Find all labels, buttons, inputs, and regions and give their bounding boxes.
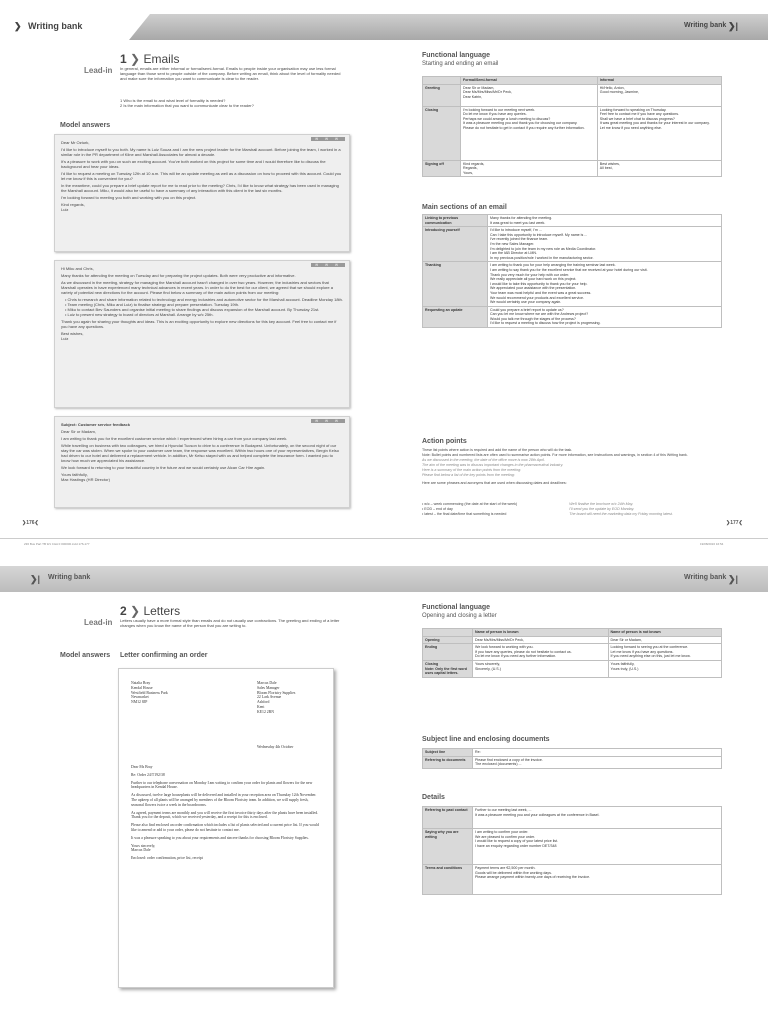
letter-confirming-order bbox=[118, 668, 334, 988]
email-2: ✉ ✉ ✉ Hi Miku and Chris, Many thanks for attending the meeting on Tuesday and for preparing the project updates. Both were very productive and informative. As we discussed in the meeting, strategy for managing the Marshall account hasn't changed in over two years. However, the industries and sectors that Marshall operates in have experienced many technical advances in recent years. In order to do the best for our client, we agreed that we should explore a variety of potential new directions for the account. Please find below a summary of the main action points from our meeting: • Chris to research and share information related to technology and energy industries and automotive sector for the Marshall account. Deadline Monday 18th. • Team meeting (Chris, Miku and Luiz) to finalise strategy and prepare presentation. Tuesday 19th. • Miku to contact Bev Saunders and organise initial meeting to share findings and discuss expansion of the Marshall account. By Thursday 21st. • Luiz to present new strategy to board of directors at Marshall. Arrange by w/c 25th. Thank you again for sharing your thoughts and ideas. This is an exciting opportunity to explore new directions for this key account. Feel free to contact me if you have any questions. Best wishes, Luiz bbox=[54, 260, 350, 408]
action-bullet: • Chris to research and share information related to technology and energy industries and automotive sector for the Marshall account. Deadline Monday 18th. bbox=[65, 297, 344, 302]
email-icon: ✉ ✉ ✉ bbox=[311, 419, 345, 423]
opening-closing-title: Opening and closing a letter bbox=[422, 613, 497, 619]
top-header-bar bbox=[0, 14, 768, 40]
table-row: Referring to documents Please find enclosed a copy of the invoice. The enclosed (documents) ... bbox=[423, 756, 722, 768]
table-row: Closing I'm looking forward to our meeting next week. Do let me know if you have any queries. Perhaps we could arrange a lunch meeting to discuss? It was a pleasure meeting you and thank you for choosing our company. Please do not hesitate to get in contact if you require any further information. Looking forward to speaking on Thursday. Feel free to contact me if you have any questions. Shall we have a brief chat to discuss progress? It was great meeting you and thanks for your interest in our company. Let me know if you need anything else. bbox=[423, 106, 722, 160]
table-details bbox=[422, 806, 722, 895]
starting-ending-title: Starting and ending an email bbox=[422, 61, 499, 67]
lead-in-text: In general, emails are either informal or formal/semi-formal. Emails to people inside your organisation may use less formal language than those sent to people outside of the company. Before writing an email, think about the level of formality needed and make sure the information you want to communicate is clear to the reader. bbox=[120, 66, 341, 82]
header-right-icon: ❯| bbox=[728, 574, 739, 584]
action-bullet: • Luiz to present new strategy to board of directors at Marshall. Arrange by w/c 25th. bbox=[65, 312, 214, 317]
section-heading: 2 ❯ Letters bbox=[120, 604, 181, 618]
header-marker-icon: ❯ bbox=[14, 21, 22, 31]
table-row: Saying why you are writing I am writing to confirm your order. We are pleased to confirm your order. I would like to request a copy of your latest price list. I have an enquiry regarding order number DET/348 bbox=[423, 829, 722, 865]
model-answers-label: Model answers bbox=[60, 122, 111, 129]
list-item: • w/c – week commencing (the date at the start of the week) We'll finalise the brochure w/c 24th May. bbox=[422, 502, 634, 506]
email-3: ✉ ✉ ✉ Subject: Customer service feedback Dear Sir or Madam, I am writing to thank you for the excellent customer service which I experienced when hiring a car from your company last week. While travelling on business with two colleagues, we hired a Hyundai Tucson to drive to a conference in Budapest. Unfortunately, on the second night of our stay the car was stolen. When we spoke to your customer care team, the response was excellent. Within two hours one of your representatives, Bergin Kelso had driven to our hotel and delivered a replacement vehicle. In addition, Mr Kelso stayed with us and helped complete the insurance form. I wanted you to know how much we appreciated his assistance. We look forward to returning to your beautiful country in the future and we would certainly use Alcan Car Hire again. Yours faithfully, Max Hastings (HR Director) bbox=[54, 416, 350, 508]
action-bullet: • Miku to contact Bev Saunders and organise initial meeting to share findings and discuss expansion of the Marshall account. By Thursday 21st. bbox=[65, 307, 320, 312]
table-row: Terms and conditions Payment terms are €2,500 per month. Goods will be delivered within five working days. Please arrange payment within twenty-one days of receiving the invoice. bbox=[423, 865, 722, 895]
section-heading: 1 ❯ Emails bbox=[120, 52, 180, 66]
header-left-icon: ❯| bbox=[30, 574, 41, 584]
table-row: Opening Dear Ms/Mrs/Miss/Mr/Dr Peck, Dear Sir or Madam, bbox=[423, 636, 722, 644]
action-points-title: Action points bbox=[422, 438, 467, 445]
divider bbox=[0, 538, 768, 539]
email-1: ✉ ✉ ✉ Dear Mr Ozturk, I'd like to introduce myself to you both. My name is Luiz Souza and I am the new project leader for the Marshall account. Before joining the team, I worked in a similar role in the PR department of Kline and Marshall Associates for almost a decade. It's a pleasure to work with you on such an exciting account. You've both worked on this project for some time and I would therefore like to discuss the background and hear your ideas. I'd like to request a meeting on Tuesday 12th at 10 a.m. This will be an update meeting as well as a discussion on how to proceed with this account. Could you let me know if this is convenient for you? In the meantime, could you prepare a brief update report for me to read prior to the meeting? Chris, I'd like to know what strategy has been used in managing the Marshall account. Miku, it would also be useful to have a summary of any interaction with this client in the last six months. I'm looking forward to meeting you both and working with you on this project. Kind regards, Luiz bbox=[54, 134, 350, 252]
table-header-row: Formal/Semi-formal Informal bbox=[423, 77, 722, 85]
functional-language-label: Functional language bbox=[422, 52, 491, 59]
list-item: • latest – the final date/time that something is needed The board will need the marketing data my Friday morning latest. bbox=[422, 512, 673, 516]
header-right-title: Writing bank bbox=[684, 22, 727, 29]
functional-language-label: Functional language bbox=[422, 604, 491, 611]
table-row: Referring to past contact Further to our meeting last week, ... It was a pleasure meeting you and your colleagues at the conference in Basel. bbox=[423, 807, 722, 829]
table-row: Closing Note: Only the first word uses capital letters. Yours sincerely, Sincerely, (U.S.) Yours faithfully, Yours truly, (U.S.) bbox=[423, 660, 722, 677]
header-right-title: Writing bank bbox=[684, 574, 727, 581]
page-number-left: ❯176❮ bbox=[22, 520, 39, 526]
subject-line-title: Subject line and enclosing documents bbox=[422, 736, 550, 743]
lead-in-label: Lead-in bbox=[84, 66, 113, 75]
lead-in-questions: 1 Who is the email to and what level of formality is needed? 2 Is the main information that you want to communicate clear to the reader? bbox=[120, 98, 254, 109]
table-row: Signing off Kind regards, Regards, Yours, Best wishes, All best, bbox=[423, 160, 722, 177]
table-row: Greeting Dear Sir or Madam, Dear Ms/Mrs/Miss/Mr/Dr Peck, Dear Katrin, Hi/Hello, Anton, Good morning, Jasmine, bbox=[423, 84, 722, 106]
details-title: Details bbox=[422, 794, 445, 801]
main-sections-title: Main sections of an email bbox=[422, 204, 507, 211]
letter-date: Wednesday 4th October bbox=[257, 745, 294, 749]
print-line: 236 Bus Part TB 9/1 C&A 0 000000.indd 176-177 bbox=[24, 542, 90, 546]
email-icon: ✉ ✉ ✉ bbox=[311, 263, 345, 267]
bottom-header-bar bbox=[0, 566, 768, 592]
list-item: • EOD – end of day I'll send you the update by EOD Monday. bbox=[422, 507, 635, 511]
table-starting-ending bbox=[422, 76, 722, 177]
table-subject-line bbox=[422, 748, 722, 769]
table-row: Thanking I am writing to thank you for your help arranging the training seminar last week. I am writing to say thank you for the excellent service that we received at your hotel during our visit. Thank you very much for your help with our order. We really appreciate all your hard work on this project. I would like to take this opportunity to thank you for your help. We appreciated your assistance with the presentation. Your team was most helpful and the event was a great success. We would recommend your products and excellent service. We would certainly use your company again. bbox=[423, 262, 722, 306]
table-row: Linking to previous communication Many thanks for attending the meeting. It was great to meet you last week. bbox=[423, 215, 722, 227]
letter-body: Dear Ms Bray Re: Order 24/T192/38 Further to our telephone conversation on Monday I am writing to confirm your order for plants and flowers for the new headquarters in Kendal House. As discussed, twelve large houseplants will be delivered and installed in your reception area on Thursday 12th November. The upkeep of all plants will be arranged by members of the Bloom Floristry team. In addition, we will supply fresh, seasonal flowers twice a week in the boardrooms. As agreed, payment terms are monthly and you will receive the first invoice thirty days after the plants have been installed. Thank you for the deposit, which we received yesterday, and a receipt for this is enclosed. Please also find enclosed an order confirmation which includes a list of plants selected and a current price list. If you would like to amend or add to your order, please do not hesitate to contact me. It was a pleasure speaking to you about your requirements and sincere thanks for choosing Bloom Floristry Supplies. Yours sincerely, Marcus Dale Enclosed: order confirmation, price list, receipt bbox=[131, 765, 319, 861]
header-left-title: Writing bank bbox=[28, 21, 83, 31]
page-number-right: ❯177❮ bbox=[726, 520, 743, 526]
action-points-text: These list points where action is required and add the name of the person who will do the task. Note: Bullet points and numbered lists are often used to summarise action points. For more information, see Instructions and warnings, in section 4 of this Writing bank. As we discussed in the meeting, the date of the office move is now 28th April. The aim of the meeting was to discuss important changes in the pharmaceutical industry. Here is a summary of the main action points from the meeting: Please find below a list of the key points from the meeting: Here are some phrases and acronyms that are used when discussing dates and deadlines: bbox=[422, 448, 688, 485]
model-answers-label: Model answers bbox=[60, 652, 111, 659]
header-left-title: Writing bank bbox=[48, 574, 91, 581]
dates-list bbox=[422, 502, 722, 517]
action-bullet: • Team meeting (Chris, Miku and Luiz) to finalise strategy and prepare presentation. Tuesday 19th. bbox=[65, 302, 240, 307]
table-header-row: Name of person is known Name of person is not known bbox=[423, 629, 722, 637]
lead-in-text: Letters usually have a more formal style than emails and do not usually use contractions. The greeting and ending of a letter changes when you know the name of the person that you are writing to. bbox=[120, 618, 340, 629]
table-opening-closing bbox=[422, 628, 722, 678]
header-right-icon: ❯| bbox=[728, 21, 739, 31]
table-row: Subject line Re: bbox=[423, 749, 722, 757]
table-main-sections bbox=[422, 214, 722, 328]
table-row: Introducing yourself I'd like to introduce myself, I'm ... Can I take this opportunity to introduce myself. My name is ... I've recently joined the finance team. I'm the new Sales Manager. I'm delighted to join the team in my new role as Media Coordinator. I am the IAB Director at LMN. In my previous position/role I worked in the manufacturing sector. bbox=[423, 227, 722, 262]
letter-title: Letter confirming an order bbox=[120, 652, 208, 659]
table-row: Requesting an update Could you prepare a brief report to update us? Can you let me know where we are with the Andrews project? Would you talk me through the stages of the process? I'd like to request a meeting to discuss how the project is progressing. bbox=[423, 306, 722, 327]
lead-in-label: Lead-in bbox=[84, 618, 113, 627]
table-row: Ending We look forward to working with you. If you have any queries, please do not hesitate to contact us. Do let me know if you need any further information. Looking forward to seeing you at the conference. Let me know if you have any questions. If you need anything else on this, just let me know. bbox=[423, 644, 722, 661]
sender-address: Natalia Bray Kendal House Westfield Business Park Newmarket NM12 8JP bbox=[131, 681, 168, 705]
email-icon: ✉ ✉ ✉ bbox=[311, 137, 345, 141]
print-date: 19/08/2016 16:54 bbox=[700, 542, 724, 546]
recipient-address: Marcus Dale Sales Manager Bloom Floristry Supplies 22 Lark Avenue Ashford Kent KE12 2RN bbox=[257, 681, 296, 714]
